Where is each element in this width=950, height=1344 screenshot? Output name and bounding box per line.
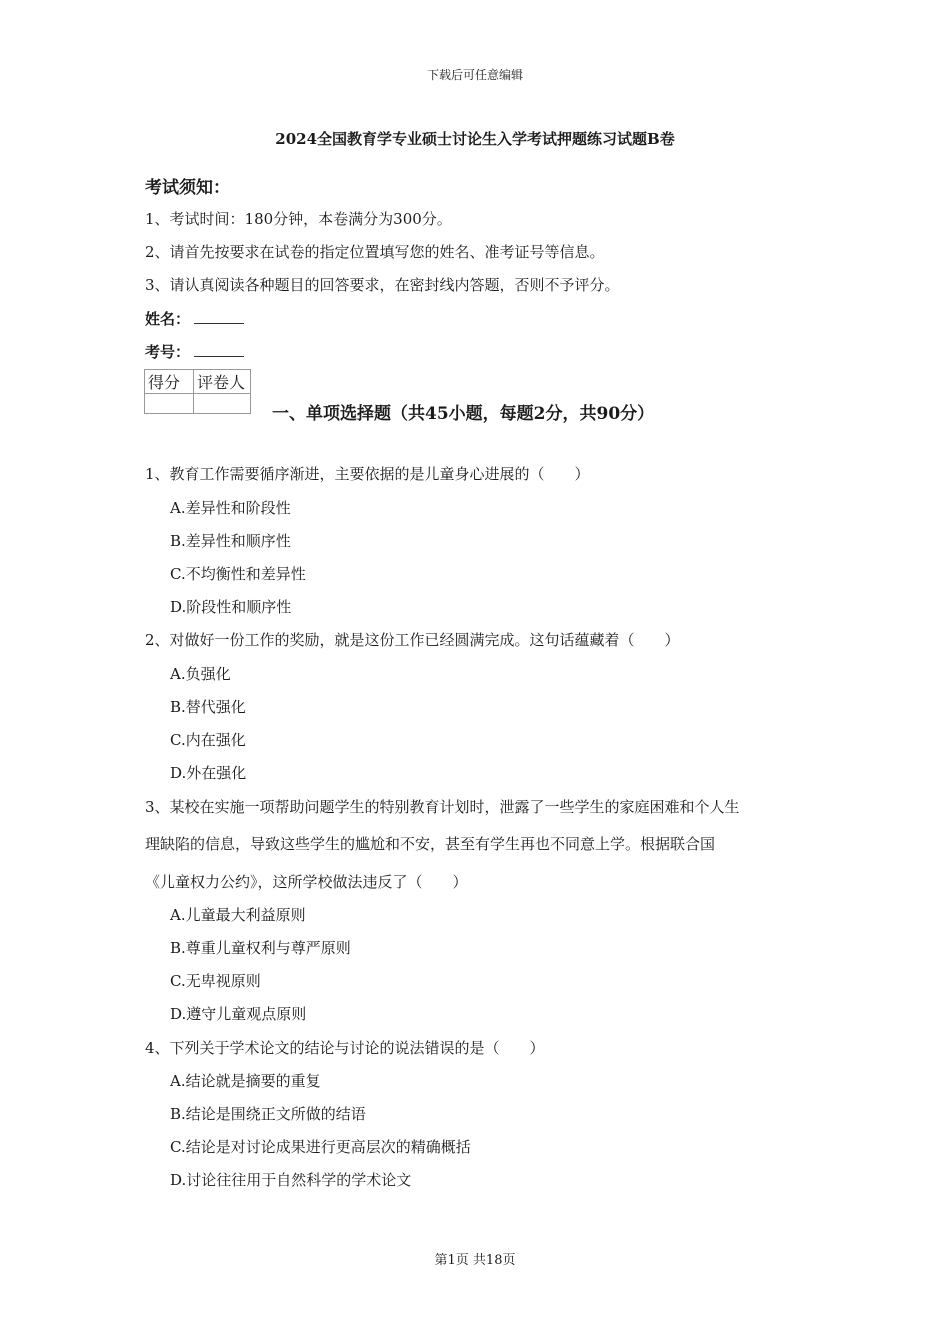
- option-1b[interactable]: B.差异性和顺序性: [170, 532, 291, 550]
- notice-item: 3、请认真阅读各种题目的回答要求，在密封线内答题，否则不予评分。: [145, 276, 620, 294]
- question-3-line-3: 《儿童权力公约》，这所学校做法违反了（ ）: [145, 873, 468, 891]
- exam-id-blank[interactable]: [194, 342, 244, 357]
- question-4: 4、下列关于学术论文的结论与讨论的说法错误的是（ ）: [145, 1039, 545, 1057]
- option-4c[interactable]: C.结论是对讨论成果进行更高层次的精确概括: [170, 1138, 471, 1156]
- option-1c[interactable]: C.不均衡性和差异性: [170, 565, 306, 583]
- option-2c[interactable]: C.内在强化: [170, 731, 246, 749]
- name-field[interactable]: [145, 308, 244, 329]
- option-1d[interactable]: D.阶段性和顺序性: [170, 598, 292, 616]
- option-3b[interactable]: B.尊重儿童权利与尊严原则: [170, 939, 351, 957]
- name-label: 姓名：: [145, 310, 191, 328]
- option-4b[interactable]: B.结论是围绕正文所做的结语: [170, 1105, 366, 1123]
- section-heading: 一、单项选择题（共45小题，每题2分，共90分）: [272, 404, 655, 424]
- grader-cell[interactable]: [194, 394, 251, 414]
- notice-heading: 考试须知：: [145, 178, 230, 198]
- question-3-line-1: 3、某校在实施一项帮助问题学生的特别教育计划时，泄露了一些学生的家庭困难和个人生: [145, 798, 740, 816]
- option-2b[interactable]: B.替代强化: [170, 698, 246, 716]
- notice-item: 2、请首先按要求在试卷的指定位置填写您的姓名、准考证号等信息。: [145, 243, 605, 261]
- score-cell[interactable]: [145, 394, 194, 414]
- question-3-line-2: 理缺陷的信息，导致这些学生的尴尬和不安，甚至有学生再也不同意上学。根据联合国: [145, 835, 716, 853]
- option-4d[interactable]: D.讨论往往用于自然科学的学术论文: [170, 1171, 412, 1189]
- notice-item: 1、考试时间：180分钟，本卷满分为300分。: [145, 210, 452, 228]
- option-2d[interactable]: D.外在强化: [170, 764, 247, 782]
- option-3d[interactable]: D.遵守儿童观点原则: [170, 1005, 307, 1023]
- score-header: 得分: [145, 370, 194, 394]
- option-1a[interactable]: A.差异性和阶段性: [170, 499, 291, 517]
- option-3c[interactable]: C.无卑视原则: [170, 972, 261, 990]
- question-1: 1、教育工作需要循序渐进，主要依据的是儿童身心进展的（ ）: [145, 465, 590, 483]
- option-2a[interactable]: A.负强化: [170, 665, 231, 683]
- grader-header: 评卷人: [194, 370, 251, 394]
- exam-id-label: 考号：: [145, 343, 191, 361]
- name-blank[interactable]: [194, 309, 244, 324]
- page-footer: 第1页 共18页: [434, 1253, 516, 1268]
- score-table: [144, 369, 251, 414]
- page-header: 下载后可任意编辑: [426, 68, 523, 82]
- exam-title: 2024全国教育学专业硕士讨论生入学考试押题练习试题B卷: [275, 130, 675, 148]
- exam-id-field[interactable]: [145, 341, 244, 362]
- question-2: 2、对做好一份工作的奖励，就是这份工作已经圆满完成。这句话蕴藏着（ ）: [145, 631, 680, 649]
- option-3a[interactable]: A.儿童最大利益原则: [170, 906, 306, 924]
- option-4a[interactable]: A.结论就是摘要的重复: [170, 1072, 321, 1090]
